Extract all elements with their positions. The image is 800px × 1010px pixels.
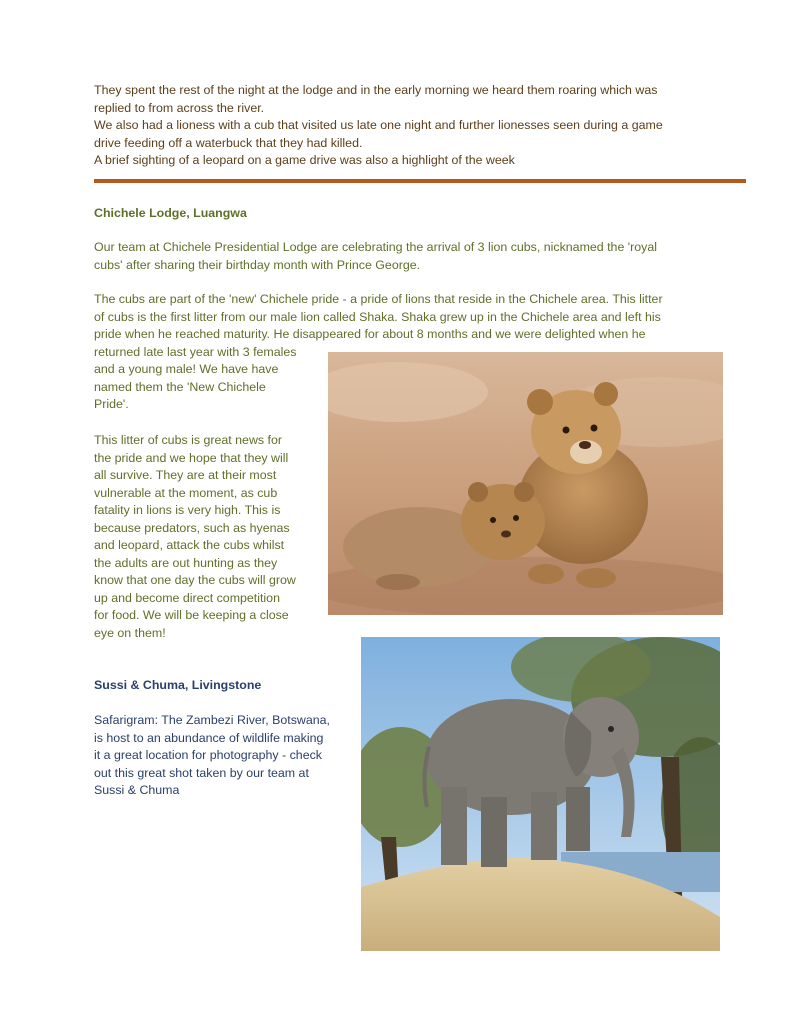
- text-line: Safarigram: The Zambezi River, Botswana,: [94, 713, 330, 727]
- text-line: and a young male! We have have: [94, 362, 279, 376]
- text-line: because predators, such as hyenas: [94, 520, 290, 535]
- elephant-photo: [361, 637, 720, 951]
- text-line: Pride'.: [94, 397, 129, 411]
- text-line: vulnerable at the moment, as cub: [94, 485, 278, 500]
- text-line: of cubs is the first litter from our male lion called Shaka. Shaka grew up in the Chichele area and left his: [94, 309, 661, 324]
- text-line: eye on them!: [94, 625, 166, 640]
- text-line: fatality in lions is very high. This is: [94, 503, 281, 517]
- sussi-heading: Sussi & Chuma, Livingstone: [94, 678, 262, 692]
- text-line: and leopard, attack the cubs whilst: [94, 538, 285, 552]
- text-line: all survive. They are at their most: [94, 468, 277, 482]
- text-line: Our team at Chichele Presidential Lodge are celebrating the arrival of 3 lion cubs, nicknamed the 'royal: [94, 240, 658, 254]
- text-line: the adults are out hunting as they: [94, 555, 278, 570]
- sussi-paragraph: [94, 712, 330, 800]
- lion-cubs-photo: [328, 352, 723, 615]
- chichele-paragraph-1: [94, 239, 657, 274]
- section-divider: [94, 179, 746, 183]
- chichele-heading: Chichele Lodge, Luangwa: [94, 206, 247, 220]
- text-line: Sussi & Chuma: [94, 783, 180, 797]
- text-line: out this great shot taken by our team at: [94, 765, 309, 780]
- text-line: pride when he reached maturity. He disappeared for about 8 months and we were delighted when he: [94, 327, 646, 341]
- intro-line: A brief sighting of a leopard on a game drive was also a highlight of the week: [94, 153, 515, 167]
- text-line: know that one day the cubs will grow: [94, 573, 296, 587]
- intro-line: replied to from across the river.: [94, 100, 265, 115]
- intro-paragraph: [94, 82, 663, 170]
- text-line: The cubs are part of the 'new' Chichele pride - a pride of lions that reside in the Chichele area. This litter: [94, 292, 663, 306]
- text-line: up and become direct competition: [94, 590, 280, 605]
- intro-line: They spent the rest of the night at the lodge and in the early morning we heard them roaring which was: [94, 83, 658, 97]
- text-line: cubs' after sharing their birthday month with Prince George.: [94, 257, 421, 272]
- text-line: This litter of cubs is great news for: [94, 433, 282, 447]
- text-line: it a great location for photography - check: [94, 748, 322, 762]
- text-line: is host to an abundance of wildlife making: [94, 730, 324, 745]
- chichele-paragraph-3: [94, 432, 296, 642]
- text-line: named them the 'New Chichele: [94, 379, 266, 394]
- text-line: the pride and we hope that they will: [94, 450, 289, 465]
- text-line: for food. We will be keeping a close: [94, 608, 289, 622]
- intro-line: drive feeding off a waterbuck that they had killed.: [94, 135, 363, 150]
- intro-line: We also had a lioness with a cub that visited us late one night and further lionesses seen during a game: [94, 118, 663, 132]
- text-line: returned late last year with 3 females: [94, 344, 297, 359]
